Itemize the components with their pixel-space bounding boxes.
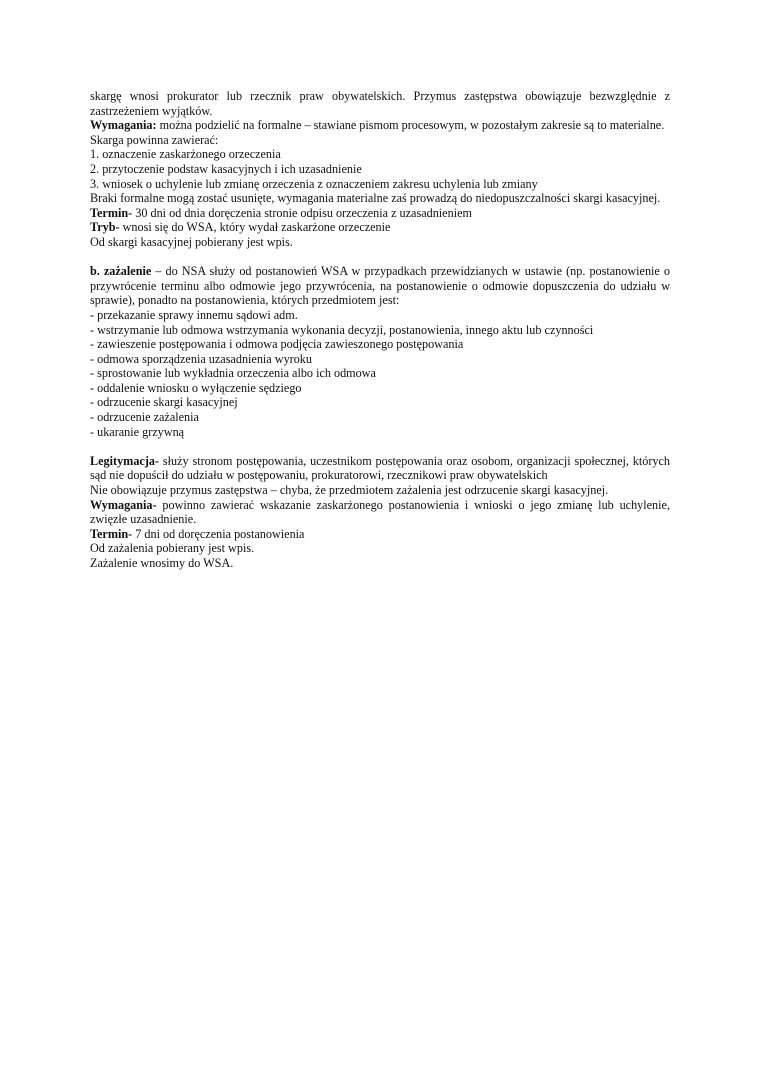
paragraph-gap xyxy=(90,439,670,454)
braki-paragraph: Braki formalne mogą zostać usunięte, wymagania materialne zaś prowadzą do niedopuszczalności skargi kasacyjnej. xyxy=(90,191,661,206)
intro-paragraph: skargę wnosi prokurator lub rzecznik praw obywatelskich. Przymus zastępstwa obowiązuje bezwzględnie z zastrzeżeniem wyjątków. xyxy=(90,89,670,118)
wymagania-paragraph xyxy=(90,118,670,133)
zazalenie-paragraph xyxy=(90,264,670,308)
document-page xyxy=(90,89,670,571)
wymagania-zazalenie-paragraph xyxy=(90,498,670,527)
zazalenie-item: - ukaranie grzywną xyxy=(90,424,185,439)
termin-line xyxy=(90,206,670,221)
skarga-item: 2. przytoczenie podstaw kasacyjnych i ich uzasadnienie xyxy=(90,161,362,176)
przymus-line: Nie obowiązuje przymus zastępstwa – chyba, że przedmiotem zażalenia jest odrzucenie skargi kasacyjnej. xyxy=(90,483,609,498)
skarga-item: 1. oznaczenie zaskarżonego orzeczenia xyxy=(90,147,281,162)
tryb-label: Tryb- xyxy=(90,220,120,235)
wymagania-text: powinno zawierać wskazanie zaskarżonego postanowienia i wnioski o jego zmianę lub uchylenie, zwięzłe uzasadnienie. xyxy=(90,497,670,527)
termin-label: Termin- xyxy=(90,526,133,541)
zazalenie-label: b. zażalenie xyxy=(90,264,152,279)
zazalenie-item: - zawieszenie postępowania i odmowa podjęcia zawieszonego postępowania xyxy=(90,337,464,352)
wpis-line: Od skargi kasacyjnej pobierany jest wpis. xyxy=(90,234,293,249)
termin-label: Termin- xyxy=(90,205,133,220)
termin-text: 30 dni od dnia doręczenia stronie odpisu orzeczenia z uzasadnieniem xyxy=(132,205,472,220)
termin-zazalenie-line xyxy=(90,527,670,542)
wnosimy-line: Zażalenie wnosimy do WSA. xyxy=(90,556,234,570)
zazalenie-item: - odrzucenie skargi kasacyjnej xyxy=(90,395,238,410)
skarga-item: 3. wniosek o uchylenie lub zmianę orzeczenia z oznaczeniem zakresu uchylenia lub zmiany xyxy=(90,176,538,191)
zazalenie-text: – do NSA służy od postanowień WSA w przypadkach przewidzianych w ustawie (np. postanowienie o przywrócenie terminu albo odmowie jego przywrócenia, na postanowienie o odmowie dopuszczenia do udziału w sprawie), ponadto na postanowienia, których przedmiotem jest: xyxy=(90,264,670,308)
wymagania-label: Wymagania- xyxy=(90,497,157,512)
legitymacja-text: służy stronom postępowania, uczestnikom postępowania oraz osobom, organizacji społecznej, których sąd nie dopuścił do udziału w postępowaniu, prokuratorowi, rzecznikowi praw obywatelskich xyxy=(90,453,670,483)
zazalenie-item: - odmowa sporządzenia uzasadnienia wyroku xyxy=(90,351,312,366)
zazalenie-item: - wstrzymanie lub odmowa wstrzymania wykonania decyzji, postanowienia, innego aktu lub czynności xyxy=(90,322,594,337)
wymagania-text: można podzielić na formalne – stawiane pismom procesowym, w pozostałym zakresie są to materialne. xyxy=(156,118,665,133)
tryb-text: wnosi się do WSA, który wydał zaskarżone orzeczenie xyxy=(119,220,391,235)
legitymacja-label: Legitymacja- xyxy=(90,453,160,468)
skarga-heading: Skarga powinna zawierać: xyxy=(90,132,219,147)
zazalenie-item: - przekazanie sprawy innemu sądowi adm. xyxy=(90,307,298,322)
wpis-zazalenie-line: Od zażalenia pobierany jest wpis. xyxy=(90,541,255,556)
zazalenie-item: - sprostowanie lub wykładnia orzeczenia albo ich odmowa xyxy=(90,366,376,381)
legitymacja-paragraph xyxy=(90,454,670,483)
zazalenie-item: - oddalenie wniosku o wyłączenie sędziego xyxy=(90,380,302,395)
paragraph-gap xyxy=(90,250,670,265)
zazalenie-item: - odrzucenie zażalenia xyxy=(90,410,199,425)
wymagania-label: Wymagania: xyxy=(90,118,157,133)
termin-text: 7 dni od doręczenia postanowienia xyxy=(132,526,305,541)
tryb-line xyxy=(90,220,670,235)
